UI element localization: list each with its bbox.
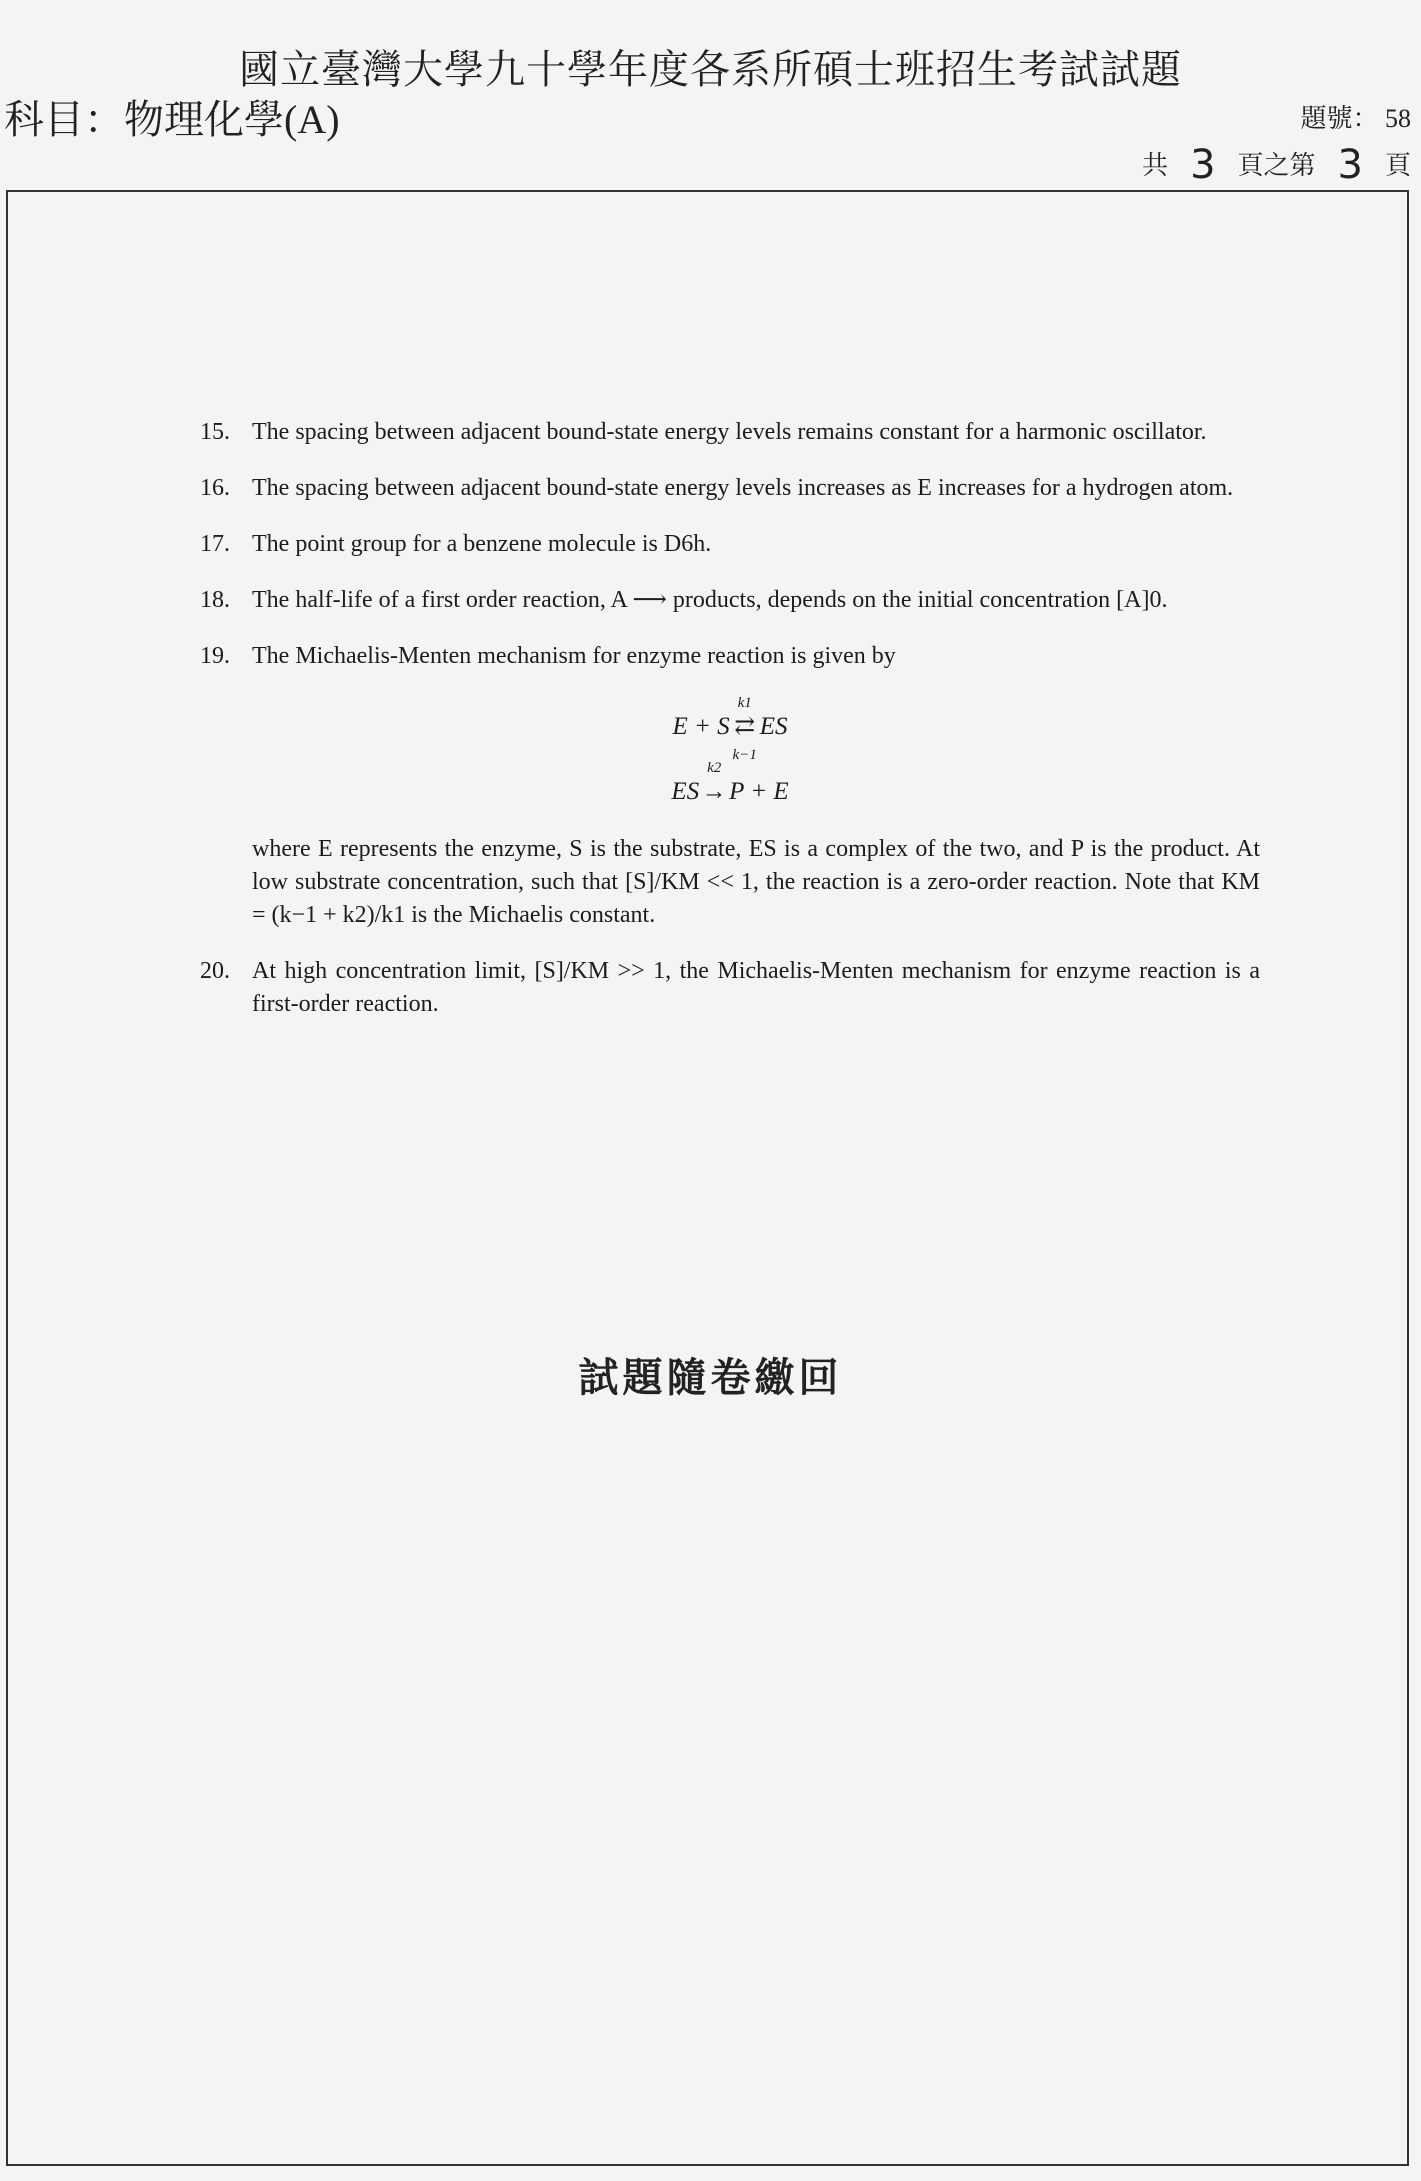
- question-18: [200, 584, 1260, 617]
- rate-constant-k2: k2: [707, 760, 722, 776]
- eq1-arrow: ⇄: [734, 713, 756, 740]
- equation-forward: [200, 760, 1260, 813]
- question-19-continuation: where E represents the enzyme, S is the substrate, ES is a complex of the two, and P is the product. At low substrate concentration, such that [S]/KM << 1, the reaction is a zero-order reaction. Note that KM = (k−1 + k2)/k1 is the Michaelis constant.: [252, 836, 1260, 928]
- question-16: [200, 472, 1260, 505]
- question-text: The point group for a benzene molecule is D6h.: [252, 531, 712, 557]
- pages-total: 3: [1190, 142, 1216, 188]
- subject-label: 科目：物理化學(A): [4, 97, 340, 142]
- forward-arrow: [699, 760, 729, 813]
- question-number-label: 20.: [200, 958, 230, 984]
- eq1-left: E + S: [672, 713, 730, 740]
- question-20: [200, 955, 1260, 1021]
- pages-suffix: 頁: [1384, 151, 1411, 180]
- equation-reversible: [200, 691, 1260, 763]
- eq2-left: ES: [671, 778, 700, 805]
- pages-prefix: 共: [1142, 151, 1169, 180]
- question-text: The Michaelis-Menten mechanism for enzyme reaction is given by: [252, 643, 896, 669]
- rate-constant-k1: k1: [737, 695, 752, 711]
- question-text: The spacing between adjacent bound-state energy levels remains constant for a harmonic oscillator.: [252, 419, 1207, 445]
- question-text: At high concentration limit, [S]/KM >> 1, the Michaelis-Menten mechanism for enzyme reaction is a first-order reaction.: [252, 958, 1260, 1017]
- reversible-arrow: [730, 691, 760, 763]
- rate-constant-k-1: k−1: [732, 747, 757, 763]
- question-text: The half-life of a first order reaction, A ⟶ products, depends on the initial concentration [A]0.: [252, 587, 1168, 613]
- page-indicator: [1142, 142, 1411, 188]
- return-notice: 試題隨卷繳回: [578, 1354, 843, 1401]
- question-list: [200, 416, 1260, 1044]
- question-number-label: 15.: [200, 419, 230, 445]
- pages-middle: 頁之第: [1237, 151, 1316, 180]
- eq1-right: ES: [759, 713, 788, 740]
- question-17: [200, 528, 1260, 561]
- question-15: [200, 416, 1260, 449]
- question-number: 題號： 58: [1300, 104, 1411, 133]
- question-number-label: 19.: [200, 643, 230, 669]
- eq2-right: P + E: [729, 778, 789, 805]
- exam-title: 國立臺灣大學九十學年度各系所碩士班招生考試試題: [239, 47, 1182, 92]
- question-number-label: 16.: [200, 475, 230, 501]
- question-number-label: 17.: [200, 531, 230, 557]
- question-number-label: 18.: [200, 587, 230, 613]
- question-text: The spacing between adjacent bound-state energy levels increases as E increases for a hydrogen atom.: [252, 475, 1234, 501]
- pages-current: 3: [1337, 142, 1363, 188]
- eq2-arrow: →: [701, 778, 727, 805]
